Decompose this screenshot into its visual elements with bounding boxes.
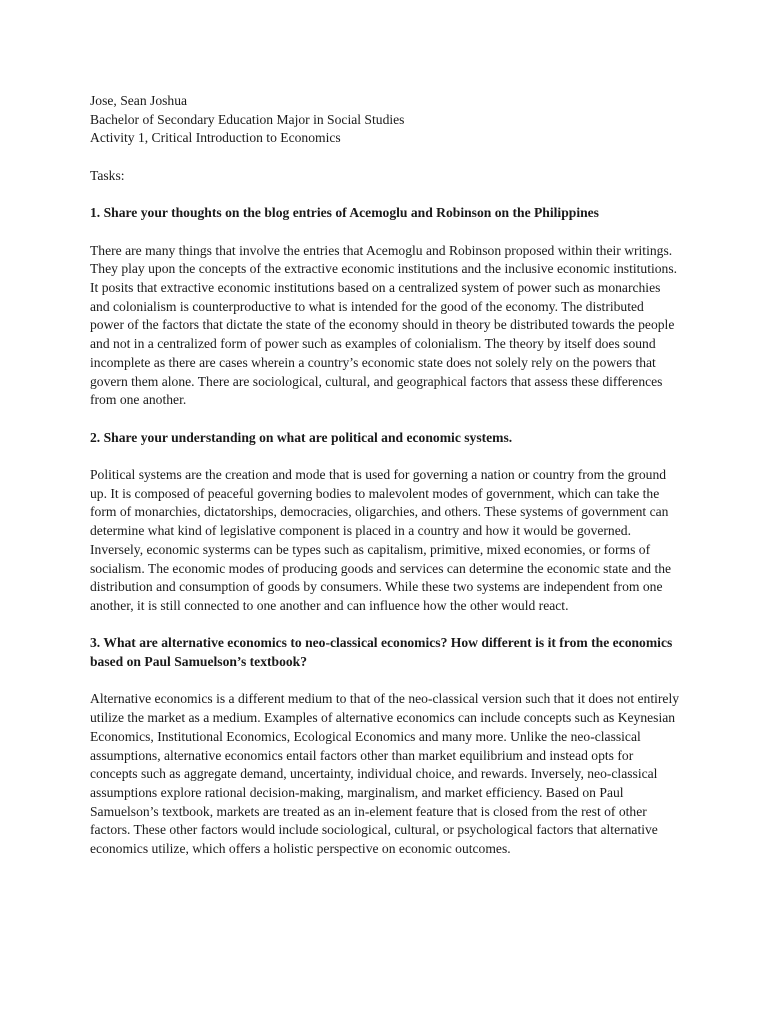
question-3: 3. What are alternative economics to neo-classical economics? How different is it from the economics based on Paul Samuelson’s textbook? xyxy=(90,635,673,669)
tasks-label: Tasks: xyxy=(90,167,125,183)
question-1: 1. Share your thoughts on the blog entries of Acemoglu and Robinson on the Philippines xyxy=(90,205,599,221)
question-2: 2. Share your understanding on what are political and economic systems. xyxy=(90,429,513,445)
answer-3: Alternative economics is a different medium to that of the neo-classical version such that it does not entirely utilize the market as a medium. Examples of alternative economics can include concepts such as Keynesian Economics, Institutional Economics, Ecological Economics and many more. Unlike the neo-classical assumptions, alternative economics entail factors other than market equilibrium and instead opts for concepts such as aggregate demand, uncertainty, individual choice, and rewards. Inversely, neo-classical assumptions explore rational decision-making, marginalism, and market efficiency. Based on Paul Samuelson’s textbook, markets are treated as an in-element feature that is closed from the rest of other factors. These other factors would include sociological, cultural, or psychological factors that alternative economics utilize, which offers a holistic perspective on economic outcomes. xyxy=(90,691,680,857)
activity-title: Activity 1, Critical Introduction to Economics xyxy=(90,130,341,146)
answer-2: Political systems are the creation and mode that is used for governing a nation or country from the ground up. It is composed of peaceful governing bodies to malevolent modes of government, which can take the form of monarchies, dictatorships, democracies, oligarchies, and others. These systems of government can determine what kind of legislative component is placed in a country and how it would be governed. Inversely, economic systerms can be types such as capitalism, primitive, mixed economies, or forms of socialism. The economic modes of producing goods and services can determine the economic state and the distribution and consumption of goods by consumers. While these two systems are independent from one another, it is still connected to one another and can influence how the other would react. xyxy=(90,466,672,613)
degree-program: Bachelor of Secondary Education Major in Social Studies xyxy=(90,111,405,127)
author-name: Jose, Sean Joshua xyxy=(90,93,188,108)
document-page xyxy=(90,92,680,859)
answer-1: There are many things that involve the entries that Acemoglu and Robinson proposed within their writings. They play upon the concepts of the extractive economic institutions and the inclusive economic institutions. It posits that extractive economic institutions based on a centralized system of power such as monarchies and colonialism is counterproductive to what is intended for the good of the economy. The distributed power of the factors that dictate the state of the economy should in theory be distributed towards the people and not in a centralized form of power such as examples of colonialism. The theory by itself does sound incomplete as there are cases wherein a country’s economic state does not solely rely on the powers that govern them alone. There are sociological, cultural, and geographical factors that assess these differences from one another. xyxy=(90,242,678,408)
